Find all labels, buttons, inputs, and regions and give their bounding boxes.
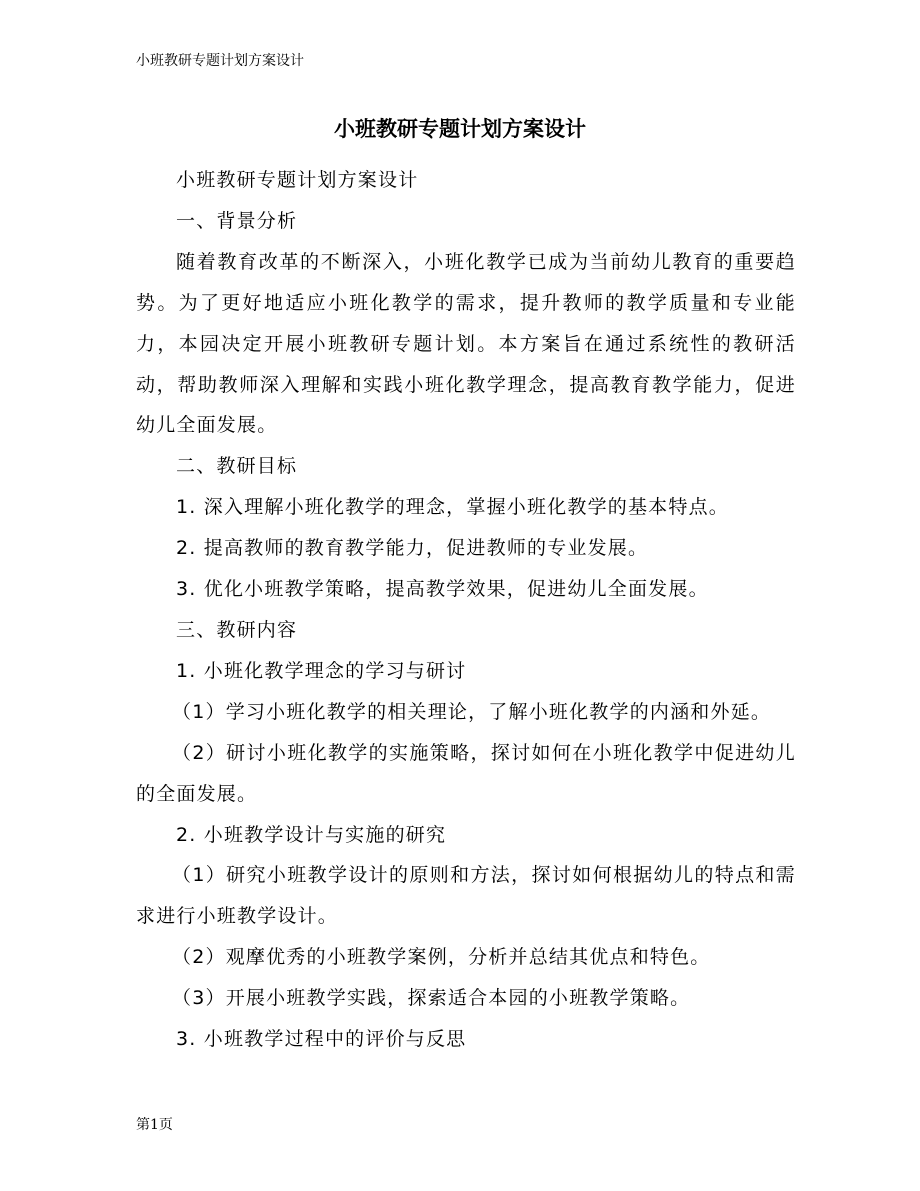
content-item-heading: 3. 小班教学过程中的评价与反思 (176, 1028, 467, 1051)
goal-item: 1. 深入理解小班化教学的理念，掌握小班化教学的基本特点。 (176, 496, 729, 519)
content-subitem: （1）研究小班教学设计的原则和方法，探讨如何根据幼儿的特点和需求进行小班教学设计。 (136, 864, 796, 928)
section-heading-goals: 二、教研目标 (176, 455, 298, 478)
running-header: 小班教研专题计划方案设计 (136, 53, 304, 69)
goal-item: 2. 提高教师的教育教学能力，促进教师的专业发展。 (176, 537, 649, 560)
content-subitem: （2）观摩优秀的小班教学案例，分析并总结其优点和特色。 (172, 946, 711, 969)
document-body (136, 160, 796, 1060)
content-item-heading: 1. 小班化教学理念的学习与研讨 (176, 659, 467, 682)
document-title: 小班教研专题计划方案设计 (334, 117, 586, 141)
section-heading-content: 三、教研内容 (176, 618, 298, 641)
goal-item: 3. 优化小班教学策略，提高教学效果，促进幼儿全面发展。 (176, 578, 709, 601)
page-number: 第1页 (136, 1117, 173, 1133)
content-subitem: （2）研讨小班化教学的实施策略，探讨如何在小班化教学中促进幼儿的全面发展。 (136, 741, 796, 805)
subtitle-paragraph: 小班教研专题计划方案设计 (176, 169, 419, 191)
content-subitem: （3）开展小班教学实践，探索适合本园的小班教学策略。 (172, 987, 691, 1010)
content-subitem: （1）学习小班化教学的相关理论，了解小班化教学的内涵和外延。 (172, 700, 772, 723)
section-heading-background: 一、背景分析 (176, 209, 298, 232)
background-paragraph: 随着教育改革的不断深入，小班化教学已成为当前幼儿教育的重要趋势。为了更好地适应小班化教学的需求，提升教师的教学质量和专业能力，本园决定开展小班教研专题计划。本方案旨在通过系统性的教研活动，帮助教师深入理解和实践小班化教学理念，提高教育教学能力，促进幼儿全面发展。 (136, 250, 796, 437)
content-item-heading: 2. 小班教学设计与实施的研究 (176, 823, 447, 846)
